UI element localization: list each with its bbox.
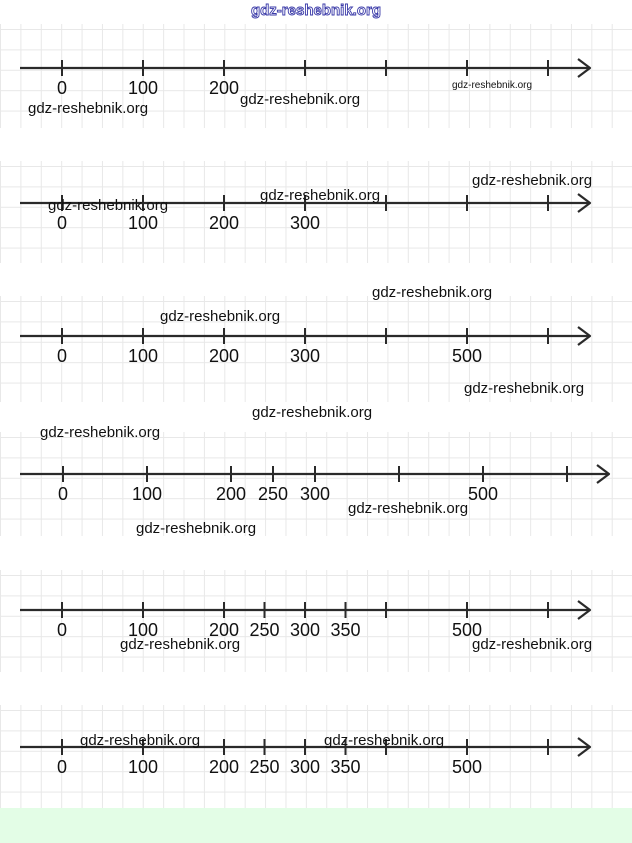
- tick-label: 200: [208, 757, 240, 777]
- tick-label: 200: [208, 213, 240, 233]
- watermark: gdz-reshebnik.org: [472, 636, 593, 653]
- tick-label: 500: [451, 620, 483, 640]
- watermark: gdz-reshebnik.org: [252, 404, 373, 421]
- watermark: gdz-reshebnik.org: [48, 197, 169, 214]
- tick-label: 200: [208, 620, 240, 640]
- tick-label: 300: [289, 213, 321, 233]
- number-line-panel-5: [0, 570, 632, 672]
- tick-label: 0: [56, 78, 68, 98]
- number-line-4: [0, 432, 632, 536]
- number-line-5: [0, 570, 632, 672]
- watermark: gdz-reshebnik.org: [472, 172, 593, 189]
- watermark: gdz-reshebnik.org: [464, 380, 585, 397]
- watermark: gdz-reshebnik.org: [324, 732, 445, 749]
- number-line-panel-4: [0, 432, 632, 536]
- watermark: gdz-reshebnik.org: [372, 284, 493, 301]
- watermark: gdz-reshebnik.org: [136, 520, 257, 537]
- tick-label: 100: [127, 78, 159, 98]
- watermark: gdz-reshebnik.org: [240, 91, 361, 108]
- tick-label: 0: [57, 484, 69, 504]
- tick-label: 500: [467, 484, 499, 504]
- site-watermark: gdz-reshebnik.org: [250, 2, 381, 19]
- tick-label: 200: [208, 346, 240, 366]
- tick-label: 200: [208, 78, 240, 98]
- number-line-6: [0, 705, 632, 808]
- tick-label: 0: [56, 757, 68, 777]
- number-line-panel-6: [0, 705, 632, 808]
- tick-label: 100: [127, 213, 159, 233]
- watermark: gdz-reshebnik.org: [160, 308, 281, 325]
- tick-label: 350: [330, 757, 361, 777]
- tick-label: 100: [127, 346, 159, 366]
- watermark: gdz-reshebnik.org: [452, 80, 533, 91]
- watermark: gdz-reshebnik.org: [120, 636, 241, 653]
- watermark: gdz-reshebnik.org: [80, 732, 201, 749]
- tick-label: 100: [131, 484, 163, 504]
- tick-label: 0: [56, 213, 68, 233]
- tick-label: 350: [330, 620, 361, 640]
- tick-label: 250: [257, 484, 289, 504]
- tick-label: 300: [289, 620, 321, 640]
- tick-label: 0: [56, 620, 68, 640]
- tick-label: 300: [289, 346, 321, 366]
- tick-label: 500: [451, 757, 483, 777]
- tick-label: 250: [249, 757, 280, 777]
- watermark: gdz-reshebnik.org: [348, 500, 469, 517]
- watermark: gdz-reshebnik.org: [28, 100, 149, 117]
- tick-label: 500: [451, 346, 483, 366]
- tick-label: 100: [127, 757, 159, 777]
- watermark: gdz-reshebnik.org: [40, 424, 161, 441]
- tick-label: 200: [215, 484, 247, 504]
- tick-label: 250: [249, 620, 280, 640]
- watermark: gdz-reshebnik.org: [260, 187, 381, 204]
- tick-label: 300: [289, 757, 321, 777]
- tick-label: 0: [56, 346, 68, 366]
- bottom-bar: [0, 808, 632, 843]
- tick-label: 300: [299, 484, 331, 504]
- tick-label: 100: [127, 620, 159, 640]
